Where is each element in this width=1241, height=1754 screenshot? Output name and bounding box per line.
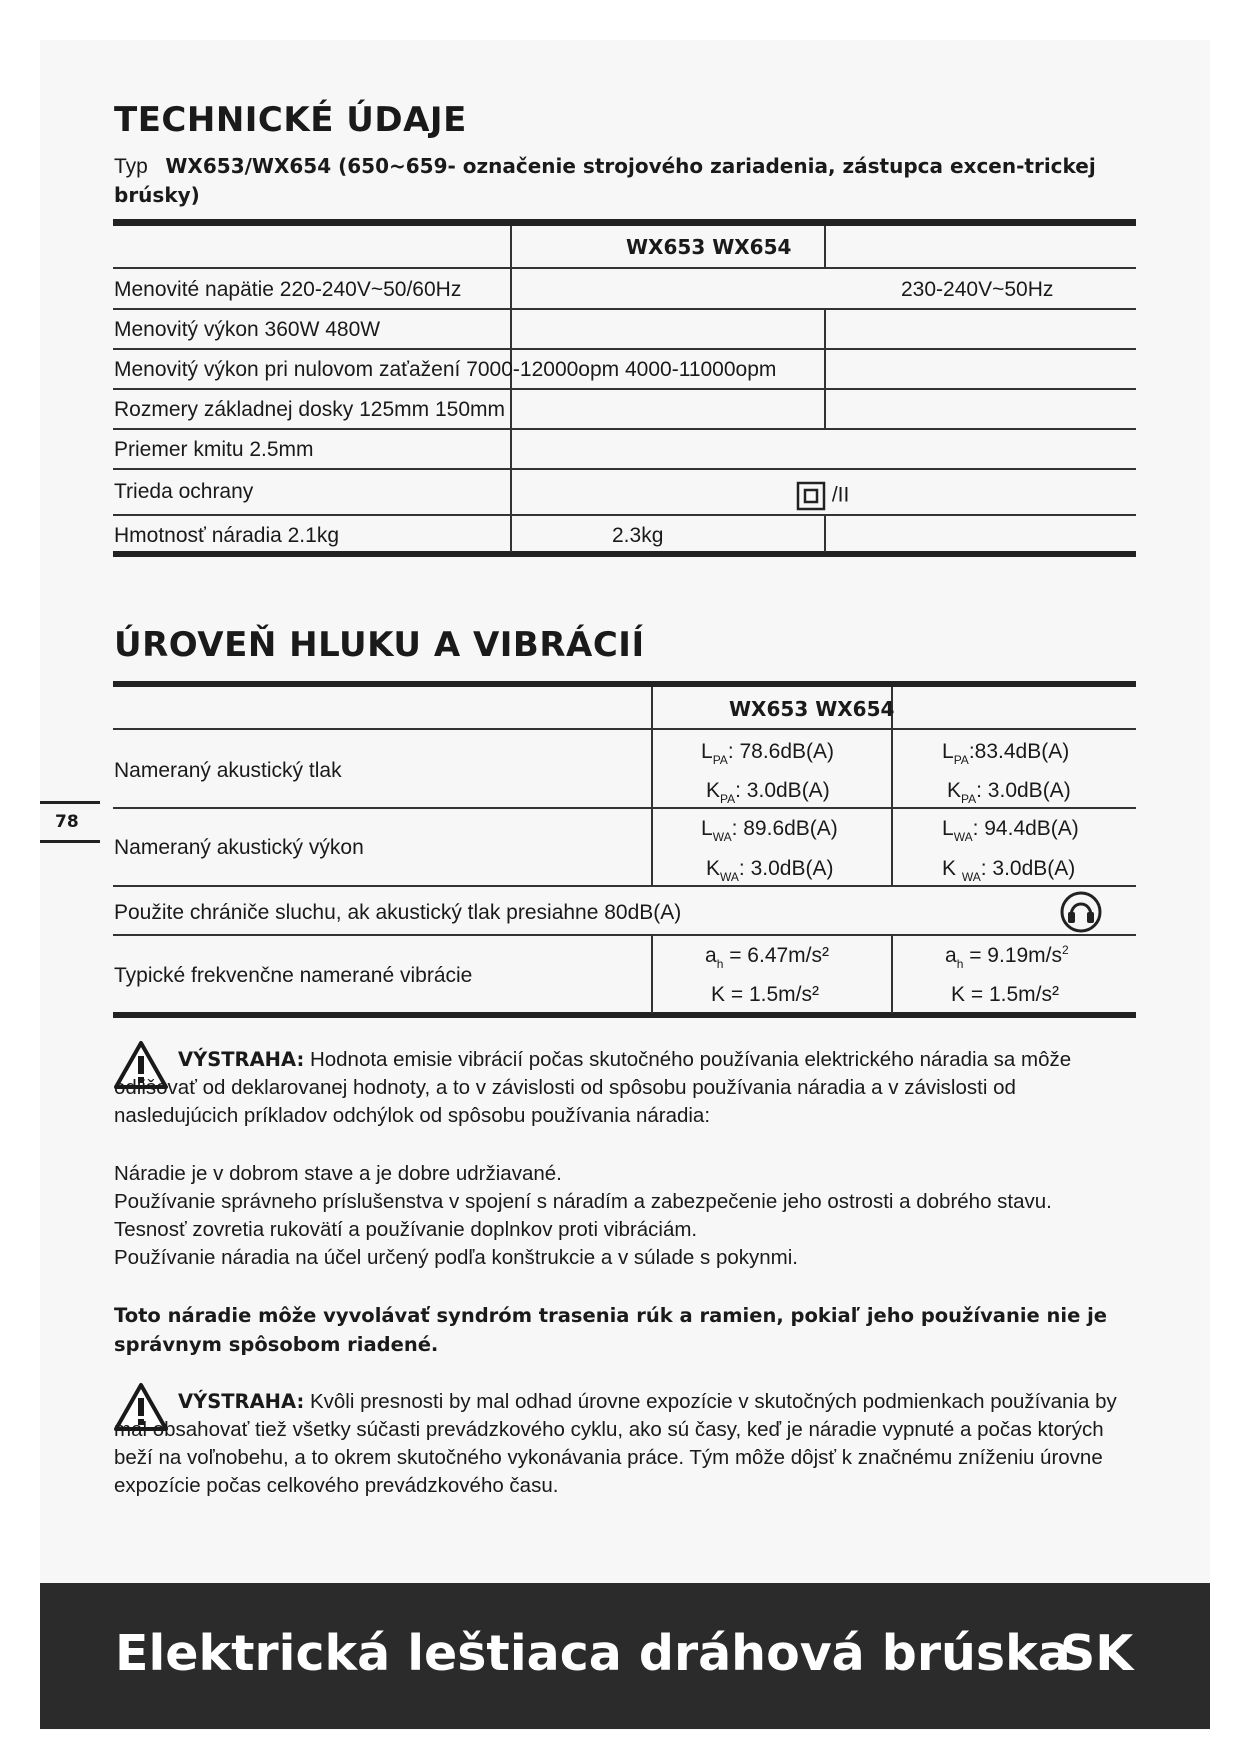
list-item: Používanie správneho príslušenstva v spojení s náradím a zabezpečenie jeho ostrosti a dobrého stavu. <box>114 1190 1052 1213</box>
noload-row: Menovitý výkon pri nulovom zaťažení 7000-12000opm 4000-11000opm <box>114 358 777 381</box>
vibration-label: Typické frekvenčne namerané vibrácie <box>114 964 473 987</box>
kpa-wx654: $K_{PA}$: 3.0dB(A) <box>947 779 1071 806</box>
kpa-wx653: $K_{PA}$: 3.0dB(A) <box>706 779 830 806</box>
warning-1-label: VÝSTRAHA: <box>178 1048 305 1071</box>
list-item: Používanie náradia na účel určený podľa konštrukcie a v súlade s pokynmi. <box>114 1246 799 1269</box>
weight-value: 2.3kg <box>612 524 664 547</box>
noise-heading: ÚROVEŇ HLUKU A VIBRÁCIÍ <box>114 625 645 665</box>
hav-warning-note: Toto náradie môže vyvolávať syndróm trasenia rúk a ramien, pokiaľ jeho používanie nie je správnym spôsobom riadené. <box>114 1304 1108 1356</box>
type-label: Typ <box>114 155 148 178</box>
warning-2-text: Kvôli presnosti by mal odhad úrovne expozície v skutočných podmienkach používania by mal obsahovať tiež všetky súčasti prevádzkového cyklu, ako sú časy, keď je náradie vypnuté a počas ktorých beží na voľnobehu, a to okrem skutočného vykonávania práce. Tým môže dôjsť k značnému zníženiu úrovne expozície počas celkového prevádzkového času. <box>114 1390 1117 1497</box>
voltage-row: Menovité napätie 220-240V~50/60Hz <box>114 278 462 301</box>
warning-2 <box>114 1388 1134 1500</box>
plate-row: Rozmery základnej dosky 125mm 150mm <box>114 398 505 421</box>
technical-table-header: WX653 WX654 <box>626 235 792 259</box>
orbit-row: Priemer kmitu 2.5mm <box>114 438 314 461</box>
weight-row: Hmotnosť náradia 2.1kg <box>114 524 340 547</box>
list-item: Náradie je v dobrom stave a je dobre udržiavané. <box>114 1162 562 1185</box>
k-wx653: K = 1.5m/s² <box>711 983 819 1006</box>
pressure-label: Nameraný akustický tlak <box>114 759 342 782</box>
power-label: Nameraný akustický výkon <box>114 836 364 859</box>
protection-class: /II <box>831 483 850 507</box>
power-row: Menovitý výkon 360W 480W <box>114 318 381 341</box>
ear-protection-note: Použite chrániče sluchu, ak akustický tlak presiahne 80dB(A) <box>114 901 682 924</box>
type-value: WX653/WX654 (650~659- označenie strojového zariadenia, zástupca excen-trickej brúsky) <box>114 154 1096 207</box>
kwa-wx654: K $_{WA}$: 3.0dB(A) <box>942 857 1076 884</box>
warning-1 <box>114 1046 1134 1130</box>
ear-protection-icon <box>1059 890 1103 934</box>
warning-2-label: VÝSTRAHA: <box>178 1390 305 1413</box>
page-number: 78 <box>55 812 79 832</box>
footer-banner <box>40 1583 1210 1729</box>
k-wx654: K = 1.5m/s² <box>951 983 1059 1006</box>
warning-1-text: Hodnota emisie vibrácií počas skutočného používania elektrického náradia sa môže odlišovať od deklarovanej hodnoty, a to v závislosti od spôsobu používania náradia a v závislosti od nasledujúcich príkladov odchýlok od spôsobu používania náradia: <box>114 1048 1072 1127</box>
lpa-wx653: $L_{PA}$: 78.6dB(A) <box>701 740 835 767</box>
lwa-wx654: $L_{WA}$: 94.4dB(A) <box>942 817 1079 844</box>
ah-wx654: $a_h = 9.19m/s^2$ <box>945 943 1069 971</box>
type-line <box>114 152 1104 210</box>
kwa-wx653: $K_{WA}$: 3.0dB(A) <box>706 857 834 884</box>
ah-wx653: $a_h = 6.47m/s^2$ <box>705 944 830 971</box>
protection-value <box>796 481 849 511</box>
double-insulation-icon <box>796 481 826 511</box>
noise-table-header: WX653 WX654 <box>729 697 895 721</box>
footer-title: Elektrická leštiaca dráhová brúska <box>115 1625 1071 1682</box>
technical-heading: TECHNICKÉ ÚDAJE <box>114 100 467 140</box>
protection-row: Trieda ochrany <box>114 480 254 503</box>
list-item: Tesnosť zovretia rukovätí a používanie doplnkov proti vibráciám. <box>114 1218 698 1241</box>
usage-list <box>114 1160 1134 1272</box>
lwa-wx653: $L_{WA}$: 89.6dB(A) <box>701 817 838 844</box>
language-code: SK <box>1060 1625 1134 1682</box>
voltage-value: 230-240V~50Hz <box>901 278 1054 301</box>
lpa-wx654: $L_{PA}:83.4dB(A)$ <box>942 740 1070 767</box>
